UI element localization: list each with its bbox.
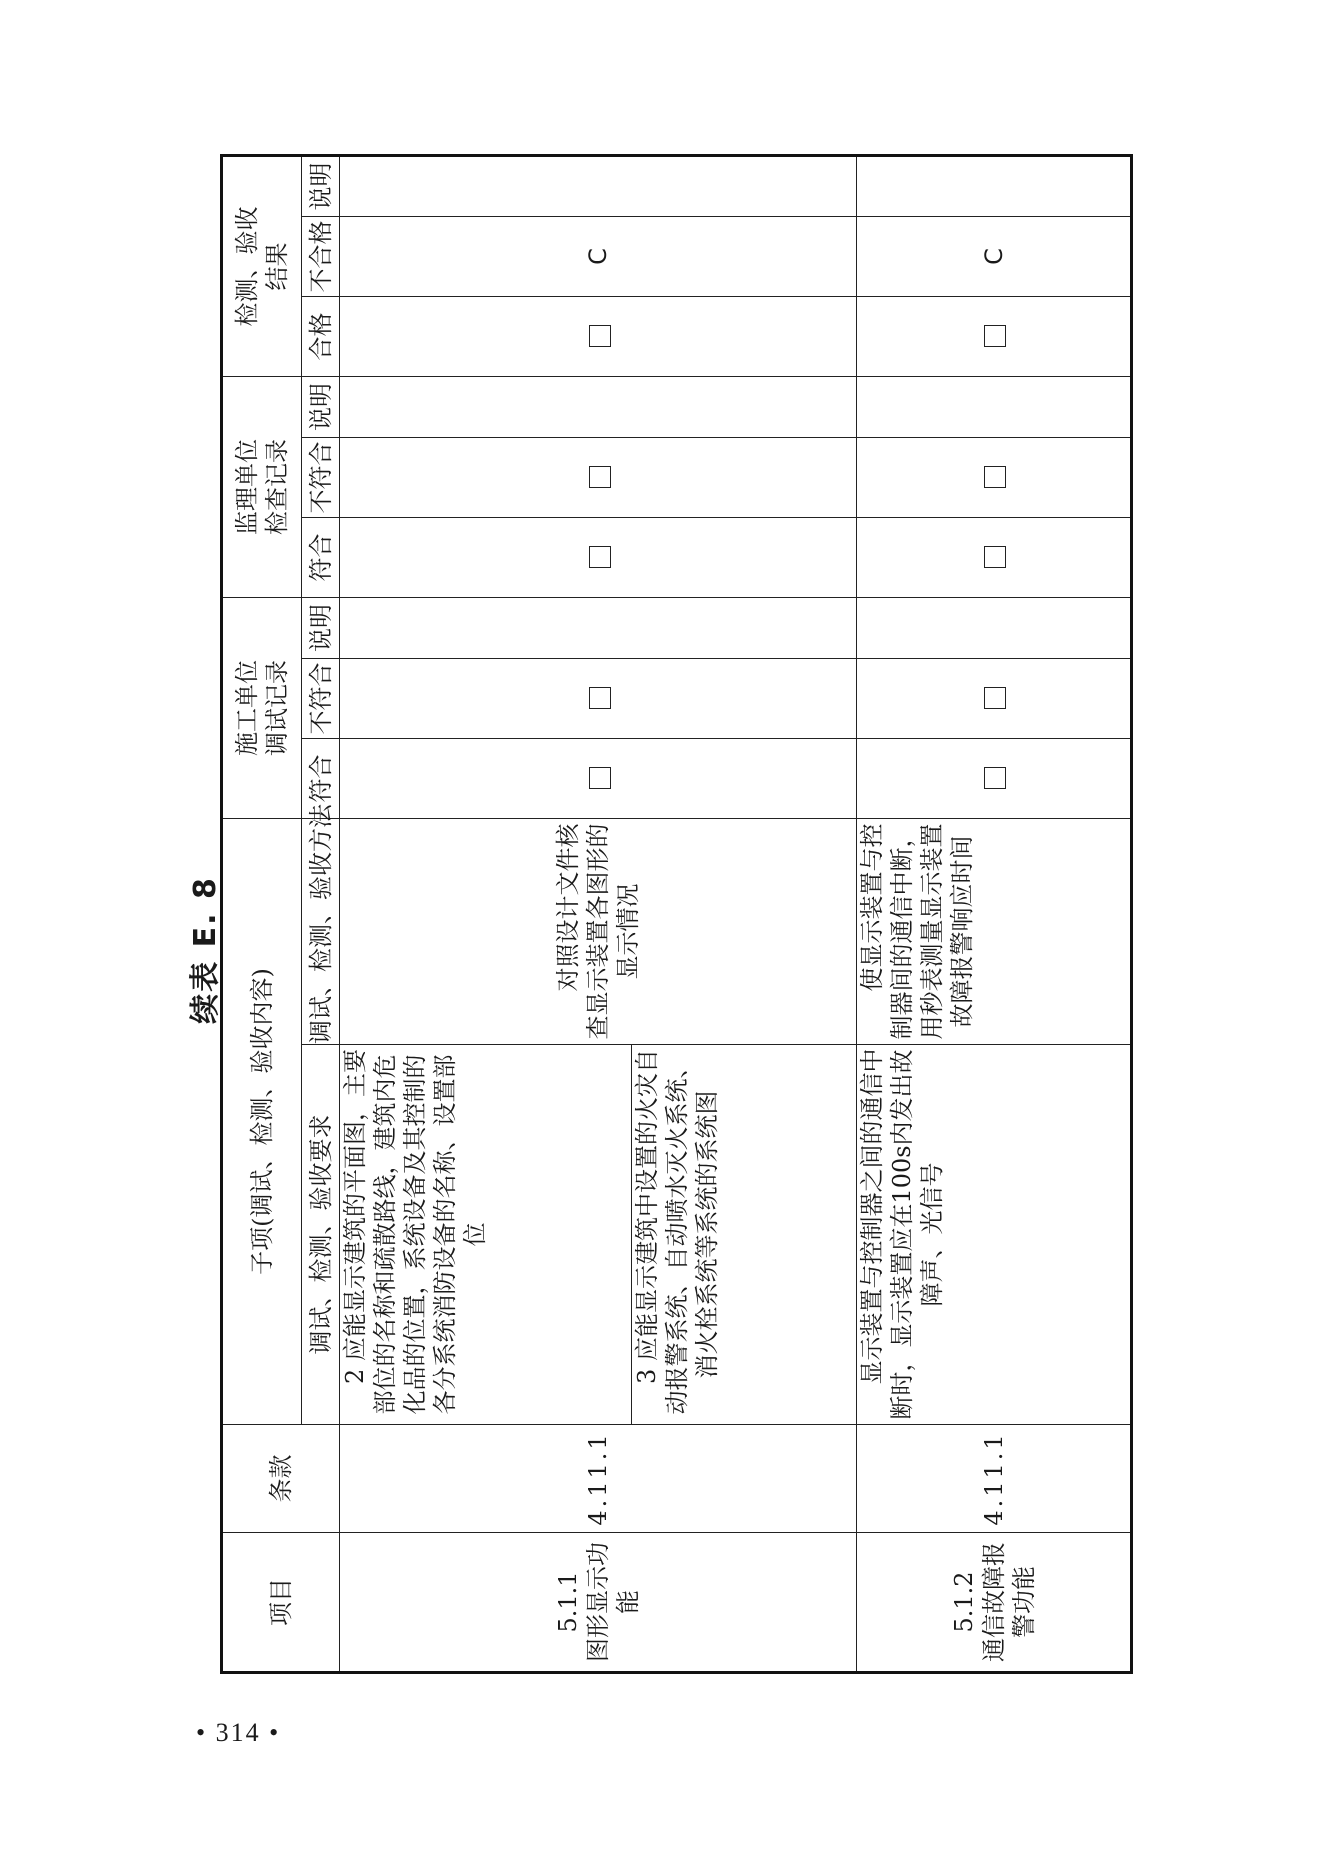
- method-text: 对照设计文件核查显示装置各图形的显示情况: [554, 823, 642, 1040]
- clause-cell: 4.11.1: [857, 1425, 1132, 1533]
- header-contractor: [222, 597, 302, 818]
- header-result-unqualified: 不合格: [302, 216, 340, 296]
- supervisor-note[interactable]: [857, 376, 1132, 437]
- item-number: 5.1.2: [949, 1571, 978, 1633]
- checkbox-icon[interactable]: [984, 687, 1006, 709]
- checkbox-icon[interactable]: [589, 687, 611, 709]
- header-supervisor: [222, 376, 302, 597]
- header-result-note: 说明: [302, 155, 340, 216]
- method-cell: [340, 818, 857, 1044]
- header-result-text: 检测、验收 结果: [233, 206, 291, 327]
- contractor-nonconform-check[interactable]: [857, 658, 1132, 738]
- table-title: 续表 E. 8: [188, 876, 223, 1024]
- requirement-cell: 显示装置与控制器之间的通信中断时，显示装置应在100s内发出故障声、光信号: [857, 1045, 1132, 1425]
- item-number: 5.1.1: [554, 1571, 582, 1633]
- result-unqualified-check[interactable]: [340, 216, 857, 296]
- item-cell: [857, 1533, 1132, 1673]
- header-supervisor-nonconform: 不符合: [302, 437, 340, 517]
- method-cell: 使显示装置与控制器间的通信中断，用秒表测量显示装置故障报警响应时间: [857, 818, 1132, 1044]
- page-number: • 314 •: [196, 1718, 281, 1747]
- checkbox-icon[interactable]: [984, 546, 1006, 568]
- header-supervisor-note: 说明: [302, 376, 340, 437]
- header-contractor-text: 施工单位 调试记录: [233, 659, 291, 756]
- requirement-cell: 2 应能显示建筑的平面图，主要部位的名称和疏散路线，建筑内危化品的位置，系统设备及其控制的各分系统消防设备的名称、设置部位: [340, 1045, 632, 1425]
- header-method: 调试、检测、验收方法: [302, 818, 340, 1044]
- checkbox-icon[interactable]: [984, 767, 1006, 789]
- header-requirement: 调试、检测、验收要求: [302, 1045, 340, 1425]
- contractor-note[interactable]: [340, 597, 857, 658]
- item-name: 图形显示功能: [584, 1542, 642, 1662]
- header-supervisor-text: 监理单位 检查记录: [233, 438, 291, 535]
- result-qualified-check[interactable]: [340, 296, 857, 376]
- result-unqualified-check[interactable]: [857, 216, 1132, 296]
- header-contractor-conform: 符合: [302, 738, 340, 818]
- contractor-nonconform-check[interactable]: [340, 658, 857, 738]
- result-note[interactable]: [857, 155, 1132, 216]
- header-supervisor-conform: 符合: [302, 517, 340, 597]
- supervisor-nonconform-check[interactable]: [340, 437, 857, 517]
- item-name: 通信故障报警功能: [979, 1542, 1038, 1662]
- supervisor-conform-check[interactable]: [857, 517, 1132, 597]
- item-cell: [340, 1533, 857, 1673]
- contractor-note[interactable]: [857, 597, 1132, 658]
- header-clause: 条款: [222, 1425, 340, 1533]
- checkbox-icon[interactable]: [984, 466, 1006, 488]
- header-contractor-note: 说明: [302, 597, 340, 658]
- inspection-table: [220, 154, 1133, 1674]
- unqualified-mark: C: [979, 248, 1008, 265]
- requirement-cell: 3 应能显示建筑中设置的火灾自动报警系统、自动喷水灭火系统、消火栓系统等系统的系统图: [632, 1045, 857, 1425]
- checkbox-icon[interactable]: [589, 325, 611, 347]
- supervisor-note[interactable]: [340, 376, 857, 437]
- rotated-page: [170, 162, 1323, 1700]
- checkbox-icon[interactable]: [984, 325, 1006, 347]
- supervisor-conform-check[interactable]: [340, 517, 857, 597]
- header-result: [222, 155, 302, 376]
- supervisor-nonconform-check[interactable]: [857, 437, 1132, 517]
- header-contractor-nonconform: 不符合: [302, 658, 340, 738]
- header-item: 项目: [222, 1533, 340, 1673]
- checkbox-icon[interactable]: [589, 466, 611, 488]
- unqualified-mark: C: [584, 248, 612, 265]
- result-note[interactable]: [340, 155, 857, 216]
- table-row: [340, 155, 632, 1672]
- contractor-conform-check[interactable]: [857, 738, 1132, 818]
- contractor-conform-check[interactable]: [340, 738, 857, 818]
- header-result-qualified: 合格: [302, 296, 340, 376]
- table-row: [857, 155, 1132, 1672]
- header-subitem: 子项(调试、检测、验收内容): [222, 818, 302, 1424]
- clause-cell: 4.11.1: [340, 1425, 857, 1533]
- checkbox-icon[interactable]: [589, 767, 611, 789]
- checkbox-icon[interactable]: [589, 546, 611, 568]
- result-qualified-check[interactable]: [857, 296, 1132, 376]
